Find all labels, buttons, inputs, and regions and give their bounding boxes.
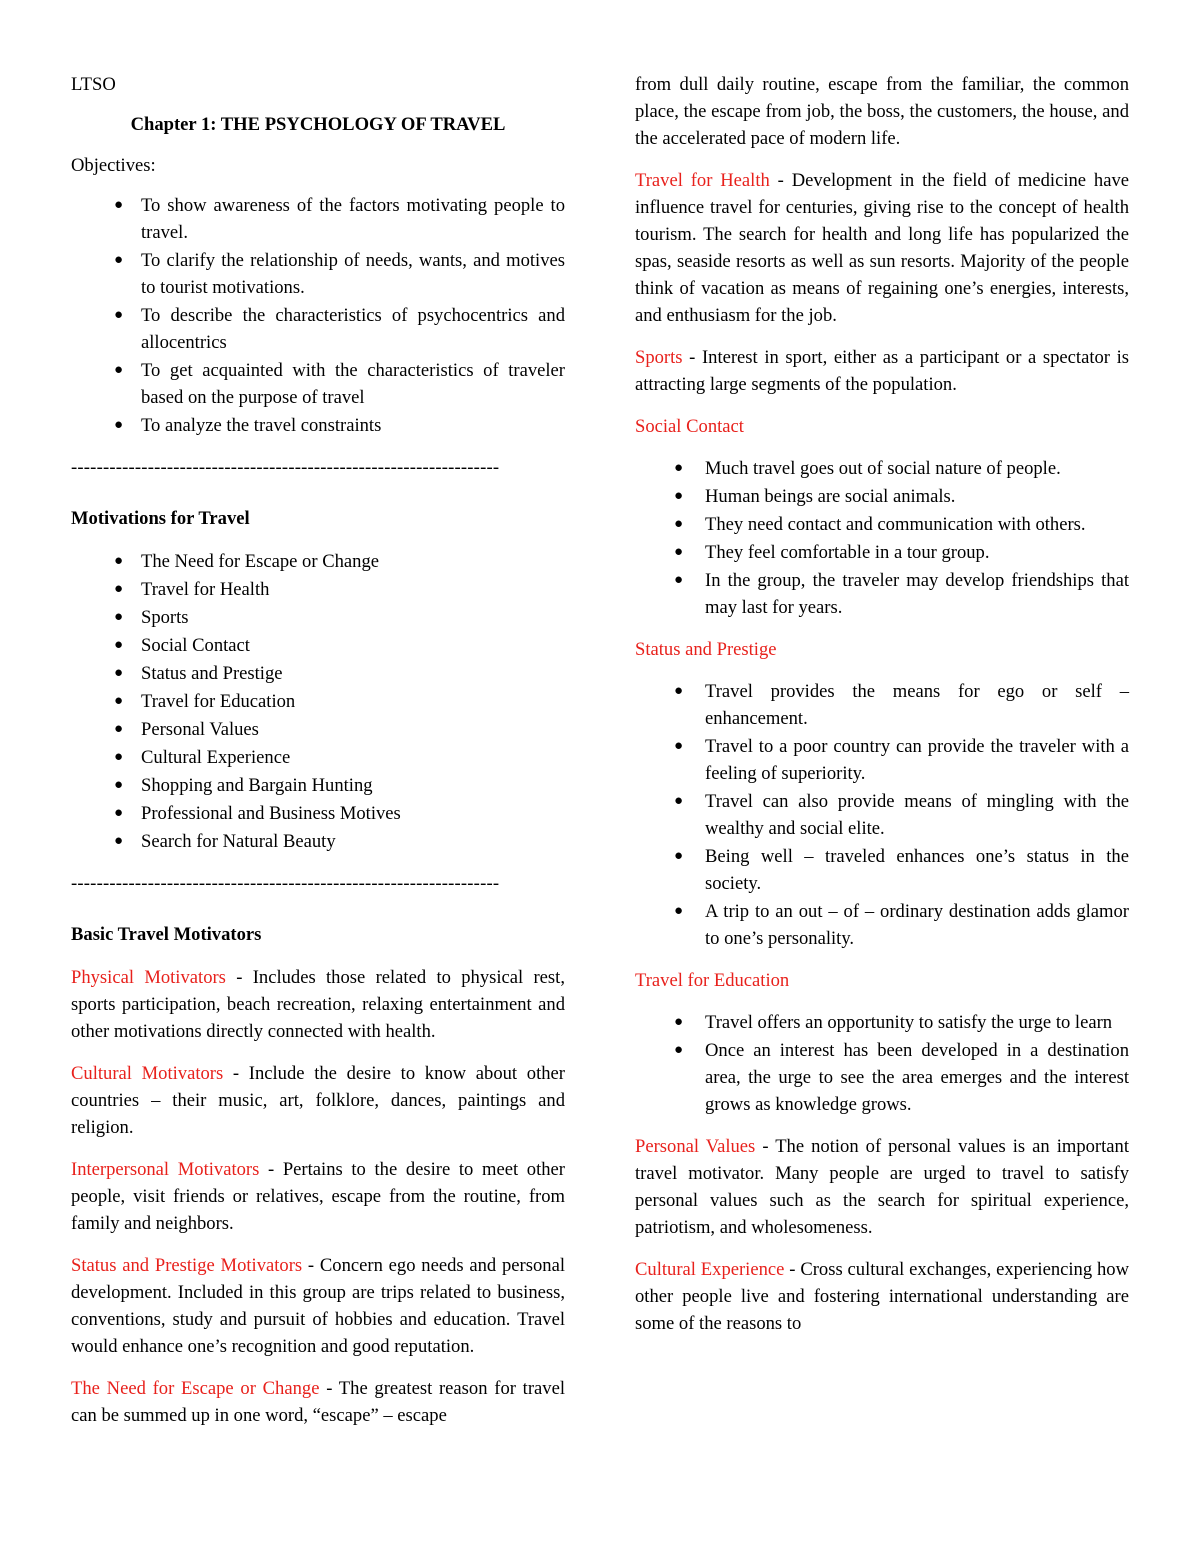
cultural-experience-paragraph: Cultural Experience - Cross cultural exchanges, experiencing how other people live and fostering international understanding are some of the reasons to	[635, 1259, 1129, 1334]
personal-values-paragraph: Personal Values - The notion of personal values is an important travel motivator. Many people are urged to travel to satisfy personal values such as the search for spiritual experience, patriotism, and wholesomeness.	[635, 1136, 1129, 1238]
bullet-icon: ●	[674, 488, 684, 504]
status-prestige-heading: Status and Prestige	[635, 639, 777, 660]
list-item: ● Travel provides the means for ego or self – enhancement.	[635, 678, 1129, 732]
cultural-motivators-paragraph: Cultural Motivators - Include the desire to know about other countries – their music, art, folklore, dances, paintings and religion.	[71, 1063, 565, 1138]
education-list	[635, 1009, 1129, 1118]
bullet-icon: ●	[114, 581, 124, 597]
list-item: ● Sports	[71, 604, 565, 631]
bullet-icon: ●	[114, 362, 124, 378]
list-item: ● To show awareness of the factors motivating people to travel.	[71, 192, 565, 246]
term-label: Cultural Experience	[635, 1259, 785, 1280]
basic-motivators-heading: Basic Travel Motivators	[71, 924, 262, 945]
chapter-title: Chapter 1: THE PSYCHOLOGY OF TRAVEL	[130, 114, 506, 135]
bullet-icon: ●	[114, 307, 124, 323]
list-item: ● To get acquainted with the characteristics of traveler based on the purpose of travel	[71, 357, 565, 411]
bullet-icon: ●	[674, 848, 684, 864]
education-heading: Travel for Education	[635, 970, 790, 991]
list-item: ● Travel to a poor country can provide the traveler with a feeling of superiority.	[635, 733, 1129, 787]
list-item: ● To describe the characteristics of psychocentrics and allocentrics	[71, 302, 565, 356]
bullet-icon: ●	[114, 197, 124, 213]
bullet-icon: ●	[114, 721, 124, 737]
list-item: ● A trip to an out – of – ordinary destination adds glamor to one’s personality.	[635, 898, 1129, 952]
bullet-icon: ●	[674, 1014, 684, 1030]
term-label: Personal Values	[635, 1136, 756, 1157]
bullet-icon: ●	[114, 749, 124, 765]
social-contact-heading: Social Contact	[635, 416, 744, 437]
list-item: ● In the group, the traveler may develop friendships that may last for years.	[635, 567, 1129, 621]
status-prestige-list	[635, 678, 1129, 952]
list-item: ● They feel comfortable in a tour group.	[635, 539, 1129, 566]
objectives-heading: Objectives:	[71, 155, 156, 176]
section-divider: -------------------------------------------------------------------	[71, 873, 500, 894]
interpersonal-motivators-paragraph: Interpersonal Motivators - Pertains to the desire to meet other people, visit friends or relatives, escape from the routine, from family and neighbors.	[71, 1159, 565, 1234]
term-label: Cultural Motivators	[71, 1063, 224, 1084]
list-item: ● Much travel goes out of social nature of people.	[635, 455, 1129, 482]
list-item: ● Social Contact	[71, 632, 565, 659]
bullet-icon: ●	[114, 553, 124, 569]
bullet-icon: ●	[114, 417, 124, 433]
health-paragraph: Travel for Health - Development in the field of medicine have influence travel for centuries, giving rise to the concept of health tourism. The search for health and long life has popularized the spas, seaside resorts as well as sun resorts. Majority of the people think of vacation as means of regaining one’s energies, interests, and enthusiasm for the job.	[635, 170, 1130, 326]
objectives-list	[71, 192, 565, 439]
bullet-icon: ●	[114, 777, 124, 793]
list-item: ● Professional and Business Motives	[71, 800, 565, 827]
bullet-icon: ●	[114, 665, 124, 681]
list-item: ● Human beings are social animals.	[635, 483, 1129, 510]
bullet-icon: ●	[674, 793, 684, 809]
term-label: Interpersonal Motivators	[71, 1159, 260, 1180]
bullet-icon: ●	[114, 637, 124, 653]
list-item: ● Travel offers an opportunity to satisfy the urge to learn	[635, 1009, 1129, 1036]
list-item: ● Travel for Education	[71, 688, 565, 715]
list-item: ● Shopping and Bargain Hunting	[71, 772, 565, 799]
left-column	[71, 71, 565, 1444]
list-item: ● Travel for Health	[71, 576, 565, 603]
physical-motivators-paragraph: Physical Motivators - Includes those related to physical rest, sports participation, beach recreation, relaxing entertainment and other motivations directly connected with health.	[71, 967, 565, 1042]
list-item: ● To analyze the travel constraints	[71, 412, 565, 439]
right-column	[635, 71, 1129, 1352]
list-item: ● Travel can also provide means of mingling with the wealthy and social elite.	[635, 788, 1129, 842]
sports-paragraph: Sports - Interest in sport, either as a participant or a spectator is attracting large segments of the population.	[635, 347, 1129, 395]
bullet-icon: ●	[674, 738, 684, 754]
status-motivators-paragraph: Status and Prestige Motivators - Concern ego needs and personal development. Included in this group are trips related to business, conventions, study and pursuit of hobbies and education. Travel would enhance one’s recognition and good reputation.	[71, 1255, 565, 1357]
bullet-icon: ●	[674, 544, 684, 560]
bullet-icon: ●	[674, 516, 684, 532]
course-code: LTSO	[71, 74, 116, 95]
bullet-icon: ●	[674, 683, 684, 699]
list-item: ● Cultural Experience	[71, 744, 565, 771]
motivations-heading: Motivations for Travel	[71, 508, 250, 529]
list-item: ● To clarify the relationship of needs, wants, and motives to tourist motivations.	[71, 247, 565, 301]
bullet-icon: ●	[114, 693, 124, 709]
escape-paragraph: The Need for Escape or Change - The greatest reason for travel can be summed up in one word, “escape” – escape	[71, 1378, 565, 1426]
bullet-icon: ●	[114, 805, 124, 821]
list-item: ● Being well – traveled enhances one’s status in the society.	[635, 843, 1129, 897]
escape-continued-paragraph: from dull daily routine, escape from the familiar, the common place, the escape from job, the boss, the customers, the house, and the accelerated pace of modern life.	[635, 74, 1129, 149]
term-label: Sports	[635, 347, 683, 368]
section-divider: -------------------------------------------------------------------	[71, 457, 500, 478]
bullet-icon: ●	[674, 903, 684, 919]
term-label: The Need for Escape or Change	[71, 1378, 320, 1399]
bullet-icon: ●	[674, 460, 684, 476]
bullet-icon: ●	[674, 1042, 684, 1058]
bullet-icon: ●	[114, 833, 124, 849]
list-item: ● The Need for Escape or Change	[71, 548, 565, 575]
list-item: ● Search for Natural Beauty	[71, 828, 565, 855]
list-item: ● Once an interest has been developed in a destination area, the urge to see the area emerges and the interest grows as knowledge grows.	[635, 1037, 1129, 1118]
bullet-icon: ●	[114, 609, 124, 625]
term-label: Travel for Health	[635, 170, 770, 191]
bullet-icon: ●	[114, 252, 124, 268]
list-item: ● Personal Values	[71, 716, 565, 743]
motivations-list	[71, 548, 565, 855]
term-label: Physical Motivators	[71, 967, 226, 988]
term-label: Status and Prestige Motivators	[71, 1255, 303, 1276]
bullet-icon: ●	[674, 572, 684, 588]
social-contact-list	[635, 455, 1129, 621]
list-item: ● They need contact and communication with others.	[635, 511, 1129, 538]
list-item: ● Status and Prestige	[71, 660, 565, 687]
